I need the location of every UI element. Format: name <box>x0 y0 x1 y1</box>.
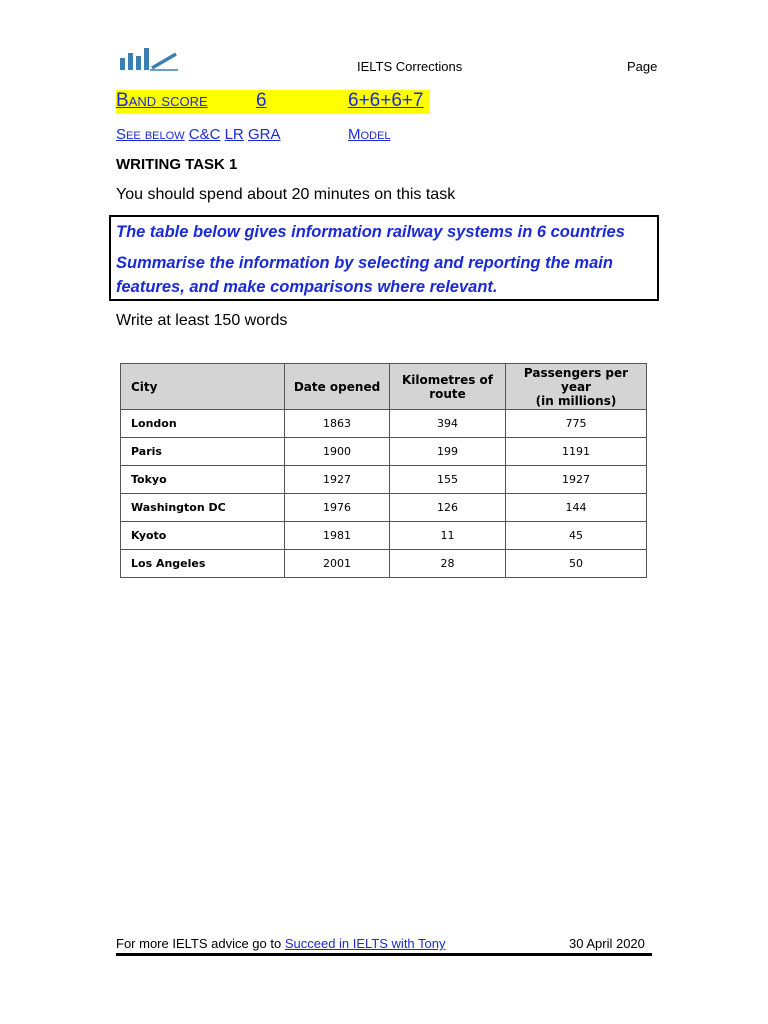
header-city: City <box>121 364 285 410</box>
table-row <box>121 410 647 438</box>
cell-km: 126 <box>390 494 506 522</box>
header-passengers <box>506 364 647 410</box>
cell-passengers: 144 <box>506 494 647 522</box>
cell-km: 394 <box>390 410 506 438</box>
band-score-label[interactable]: Band score <box>116 90 208 111</box>
table-row <box>121 522 647 550</box>
cell-date: 1863 <box>285 410 390 438</box>
band-score-breakdown[interactable]: 6+6+6+7 <box>348 90 424 111</box>
cell-city: Washington DC <box>121 494 285 522</box>
band-score-value[interactable]: 6 <box>256 90 267 111</box>
cell-passengers: 1191 <box>506 438 647 466</box>
cell-date: 1976 <box>285 494 390 522</box>
cell-city: Paris <box>121 438 285 466</box>
task-prompt-box <box>109 215 659 301</box>
header-date-opened: Date opened <box>285 364 390 410</box>
header-kilometres <box>390 364 506 410</box>
cell-passengers: 50 <box>506 550 647 578</box>
header-km-line1: Kilometres of <box>402 372 493 387</box>
header-pass-line3: (in millions) <box>535 393 617 408</box>
footer-divider <box>116 953 652 956</box>
cell-km: 28 <box>390 550 506 578</box>
railway-table <box>120 363 647 578</box>
footer-advice <box>116 936 446 951</box>
model-link-wrap <box>348 126 390 143</box>
cell-date: 1927 <box>285 466 390 494</box>
lr-link[interactable]: LR <box>224 126 244 143</box>
cc-link[interactable]: C&C <box>188 126 221 143</box>
cell-city: Tokyo <box>121 466 285 494</box>
cell-date: 1900 <box>285 438 390 466</box>
table-row <box>121 466 647 494</box>
cell-city: London <box>121 410 285 438</box>
cell-date: 2001 <box>285 550 390 578</box>
header-page-label: Page <box>627 59 658 74</box>
cell-km: 199 <box>390 438 506 466</box>
logo-icon <box>118 46 180 72</box>
task-time: You should spend about 20 minutes on this task <box>116 186 456 203</box>
header-pass-line2: year <box>561 379 591 394</box>
header-pass-line1: Passengers per <box>523 365 629 380</box>
table-row <box>121 494 647 522</box>
cell-date: 1981 <box>285 522 390 550</box>
model-link[interactable]: Model <box>348 126 391 143</box>
task-heading: WRITING TASK 1 <box>116 156 238 173</box>
cell-passengers: 775 <box>506 410 647 438</box>
footer-link[interactable]: Succeed in IELTS with Tony <box>284 936 446 951</box>
word-count-instruction: Write at least 150 words <box>116 312 288 329</box>
task-prompt-line3: features, and make comparisons where relevant. <box>116 278 498 296</box>
cell-passengers: 45 <box>506 522 647 550</box>
task-prompt-line1: The table below gives information railway systems in 6 countries <box>116 223 625 241</box>
cell-km: 155 <box>390 466 506 494</box>
task-prompt-line2: Summarise the information by selecting and reporting the main <box>116 254 613 272</box>
band-score-highlight <box>116 90 430 114</box>
header-title: IELTS Corrections <box>357 59 463 74</box>
criteria-links <box>116 126 280 143</box>
cell-city: Los Angeles <box>121 550 285 578</box>
footer-prefix: For more IELTS advice go to <box>116 936 282 951</box>
see-below-link[interactable]: See below <box>116 126 185 143</box>
cell-city: Kyoto <box>121 522 285 550</box>
cell-passengers: 1927 <box>506 466 647 494</box>
table-row <box>121 550 647 578</box>
footer-date: 30 April 2020 <box>569 936 645 951</box>
cell-km: 11 <box>390 522 506 550</box>
gra-link[interactable]: GRA <box>247 126 281 143</box>
table-row <box>121 438 647 466</box>
header-km-line2: route <box>429 386 466 401</box>
table-header-row <box>121 364 647 410</box>
